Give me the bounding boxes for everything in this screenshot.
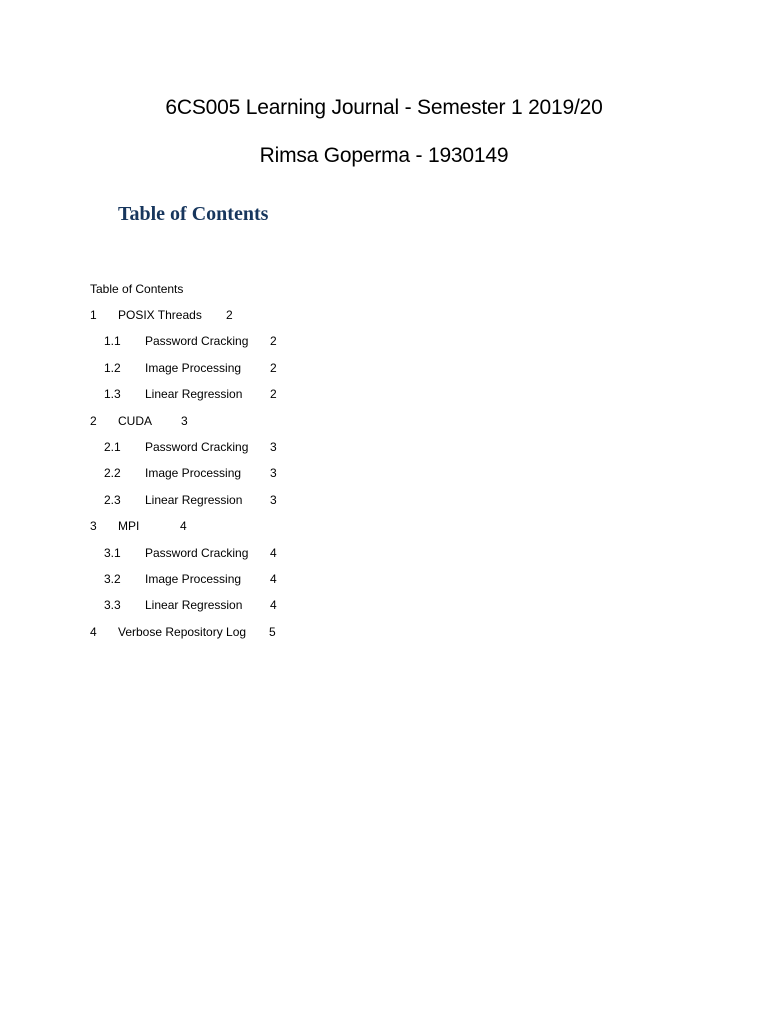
toc-entry-title: Image Processing xyxy=(145,572,242,586)
toc-entry-number: 3 xyxy=(90,519,97,534)
toc-entry-number: 2.1 xyxy=(104,440,121,454)
toc-entry-page: 3 xyxy=(270,440,277,454)
toc-entry[interactable] xyxy=(0,360,400,376)
toc-entry-number: 2.2 xyxy=(104,466,121,481)
toc-entry-number: 4 xyxy=(90,624,97,639)
toc-entry-title: Linear Regression xyxy=(145,598,243,613)
toc-entry-page: 2 xyxy=(270,387,277,402)
toc-entry-title: Password Cracking xyxy=(145,334,249,349)
document-title: 6CS005 Learning Journal - Semester 1 2019/20 xyxy=(165,96,603,119)
toc-entry-page: 4 xyxy=(180,519,187,534)
toc-entry-page: 2 xyxy=(270,334,277,349)
toc-entry-title: Linear Regression xyxy=(145,492,243,507)
toc-entry-title: Image Processing xyxy=(145,466,242,481)
toc-entry[interactable] xyxy=(0,307,400,323)
toc-entry-page: 3 xyxy=(181,413,188,428)
toc-entry[interactable] xyxy=(0,413,400,429)
toc-entry-number: 1.2 xyxy=(104,360,121,375)
toc-entry-page: 4 xyxy=(270,598,277,613)
toc-entry-title: Password Cracking xyxy=(145,545,249,560)
document-author: Rimsa Goperma - 1930149 xyxy=(259,144,509,167)
toc-entry-number: 1.1 xyxy=(104,334,121,349)
toc-entry[interactable] xyxy=(0,439,400,455)
toc-entry[interactable] xyxy=(0,492,400,508)
toc-entry-title: Verbose Repository Log xyxy=(118,624,247,639)
toc-entry-page: 3 xyxy=(270,492,277,507)
toc-entry[interactable] xyxy=(0,597,400,613)
toc-entry-number: 3.1 xyxy=(104,545,121,560)
toc-entry-title: Image Processing xyxy=(145,360,242,375)
toc-entry-number: 3.3 xyxy=(104,598,121,613)
toc-entry[interactable] xyxy=(0,545,400,561)
toc-entry[interactable] xyxy=(0,571,400,587)
toc-entry[interactable] xyxy=(0,465,400,481)
toc-entry-title: Password Cracking xyxy=(145,440,249,454)
toc-entry[interactable] xyxy=(0,386,400,402)
toc-entry-number: 2.3 xyxy=(104,492,121,507)
toc-entry-page: 2 xyxy=(226,308,233,322)
toc-entry-title: POSIX Threads xyxy=(118,308,202,322)
toc-entry-number: 1.3 xyxy=(104,387,121,402)
toc-heading: Table of Contents xyxy=(118,203,269,225)
toc-entry-title: Linear Regression xyxy=(145,387,243,402)
toc-entry-number: 3.2 xyxy=(104,572,121,586)
toc-entry-page: 3 xyxy=(270,466,277,481)
toc-entry[interactable] xyxy=(0,624,400,640)
toc-entry-page: 2 xyxy=(270,360,277,375)
toc-entry-title: CUDA xyxy=(118,413,153,428)
toc-entry-number: 2 xyxy=(90,413,97,428)
toc-entry-page: 4 xyxy=(270,572,277,586)
toc-entry-number: 1 xyxy=(90,308,97,322)
toc-entry-page: 5 xyxy=(269,624,276,639)
toc-entry-title: MPI xyxy=(118,519,140,534)
toc-entry[interactable] xyxy=(0,518,400,534)
toc-label: Table of Contents xyxy=(90,282,184,296)
toc-entry-page: 4 xyxy=(270,545,277,560)
toc-entry[interactable] xyxy=(0,333,400,349)
